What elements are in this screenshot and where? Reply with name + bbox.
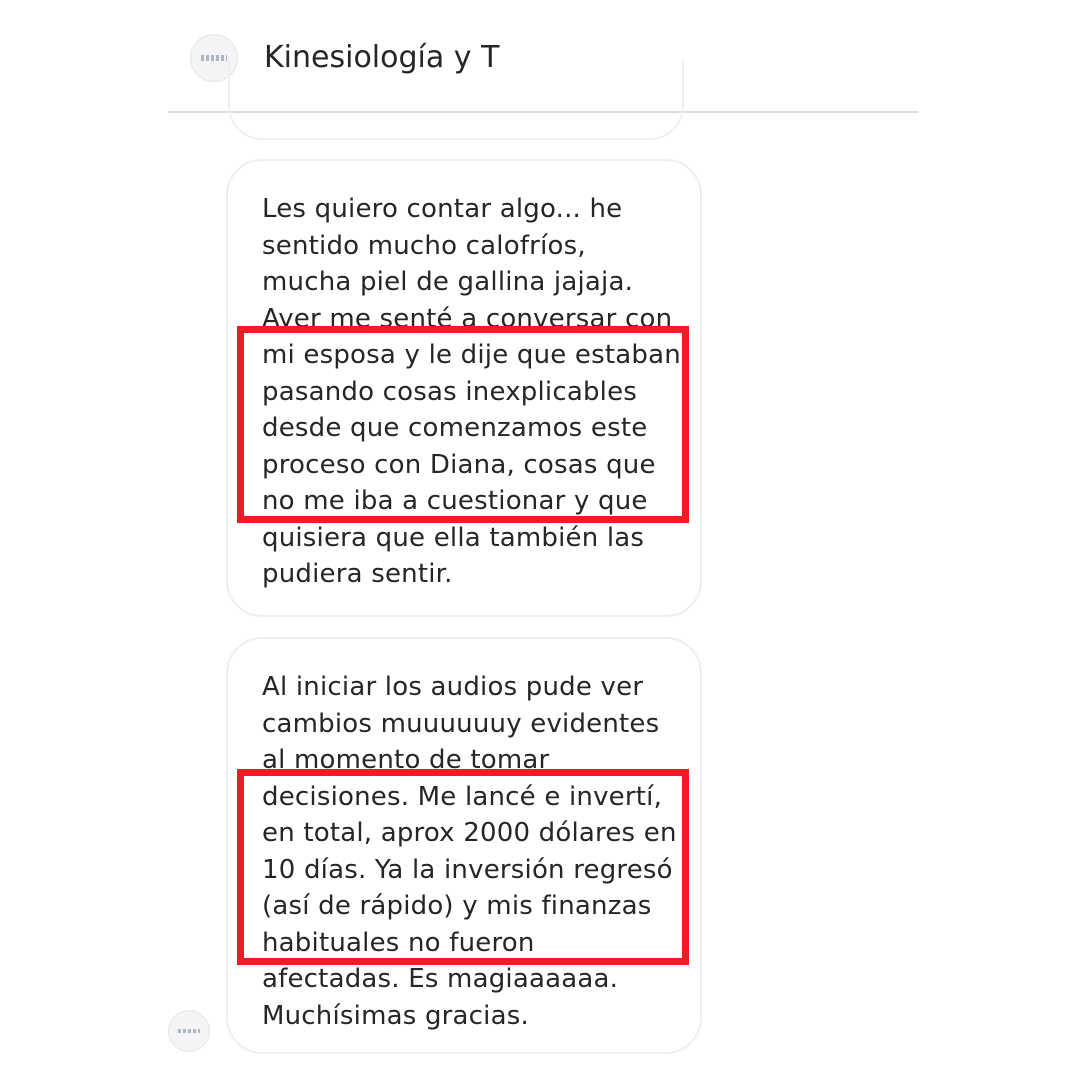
contact-name[interactable]: Kinesiología y T [264,40,500,75]
message-text: Al iniciar los audios pude ver cambios muuuuuuy evidentes al momento de tomar decisiones. Me lancé e invertí, en total, aprox 2000 dólares en 10 días. Ya la inversión regresó (así de rápido) y mis finanzas habituales no fueron afectadas. Es magiaaaaaa. Muchísimas gracias. [262,672,677,1031]
brand-logo-icon [178,1029,200,1034]
previous-message-bubble [228,60,684,140]
message-bubble[interactable] [226,637,702,1054]
message-bubble[interactable] [226,159,702,617]
sender-avatar[interactable] [168,1010,210,1052]
message-text: Les quiero contar algo... he sentido mucho calofríos, mucha piel de gallina jajaja. Ayer me senté a conversar con mi esposa y le dije que estaban pasando cosas inexplicables desde que comenzamos este proceso con Diana, cosas que no me iba a cuestionar y que quisiera que ella también las pudiera sentir. [262,194,681,589]
brand-logo-icon [201,55,227,61]
